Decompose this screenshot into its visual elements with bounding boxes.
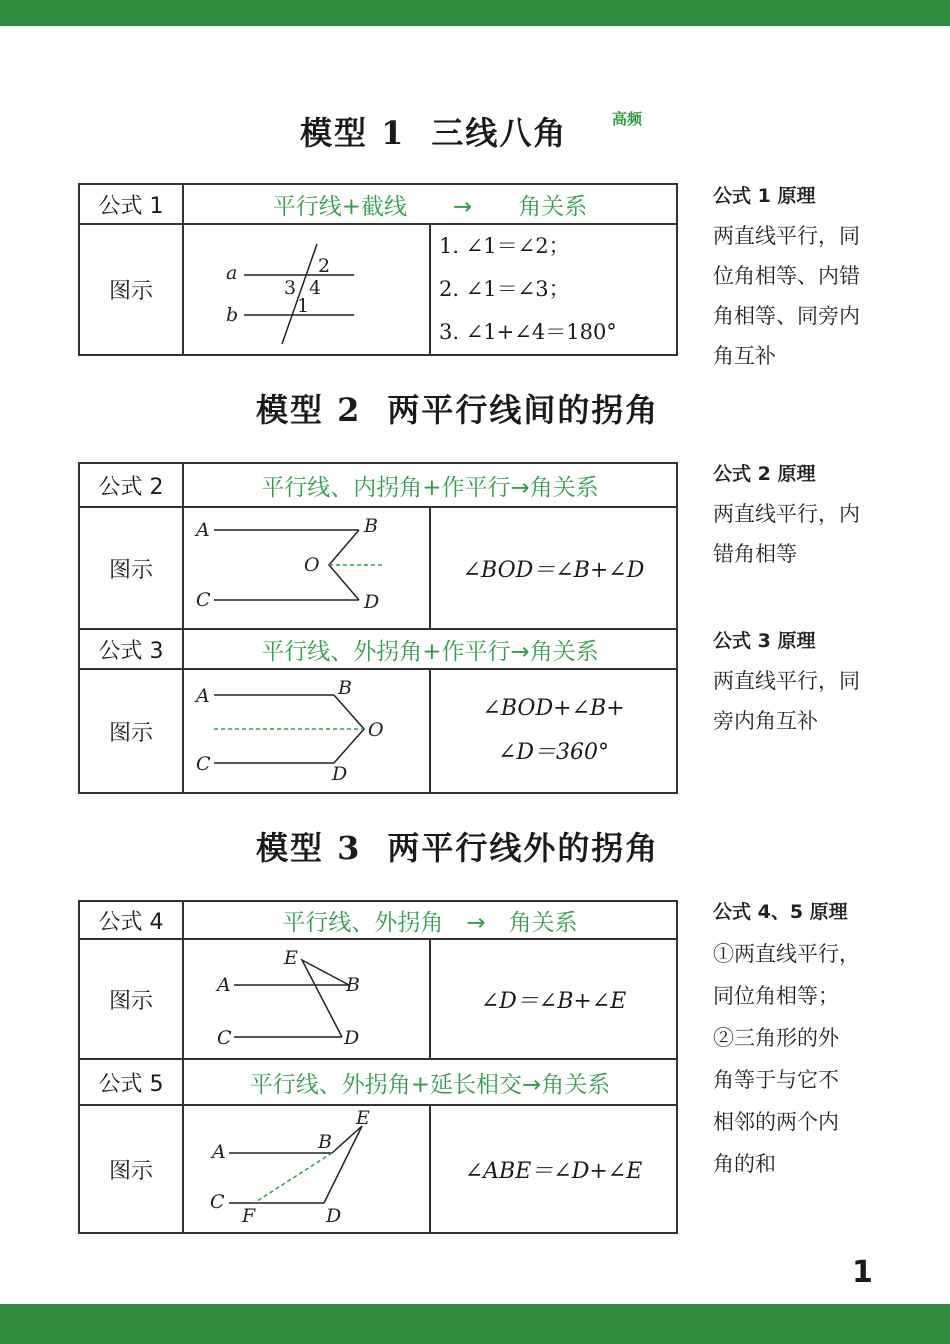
- label-b: b: [226, 303, 239, 326]
- formula2-result: ∠BOD＝∠B+∠D: [430, 507, 677, 629]
- point-c: C: [210, 1191, 225, 1213]
- formula5-result: ∠ABE＝∠D+∠E: [430, 1105, 677, 1233]
- formula5-heading: 平行线、外拐角+延长相交→角关系: [183, 1059, 677, 1105]
- point-e: E: [356, 1107, 370, 1129]
- formula2-3-table: [78, 462, 678, 794]
- formula4-5-principle-title: 公式 4、5 原理: [713, 901, 848, 923]
- formula1-table: [78, 183, 678, 356]
- extension-diagram: [184, 1106, 396, 1228]
- outside-corner-diagram: [184, 940, 396, 1054]
- angle-1-label: 1: [297, 294, 310, 317]
- frequency-badge: 高频: [612, 110, 643, 128]
- point-b: B: [318, 1131, 332, 1153]
- outer-corner-diagram: [184, 670, 396, 788]
- principle-line: 角的和: [713, 1152, 776, 1176]
- formula2-principle-title: 公式 2 原理: [713, 463, 816, 485]
- formula3-figure: [183, 669, 430, 793]
- point-a: A: [196, 519, 210, 541]
- model2-number: 模型 2: [256, 391, 362, 429]
- model1-number: 模型 1: [300, 114, 406, 152]
- label-a: a: [226, 261, 238, 284]
- formula1-eq3: 3. ∠1+∠4＝180°: [439, 320, 617, 344]
- point-c: C: [196, 753, 211, 775]
- angle-4-label: 4: [309, 276, 322, 299]
- point-d: D: [364, 591, 380, 613]
- formula4-diagram-label: 图示: [79, 939, 183, 1059]
- formula5-diagram-label: 图示: [79, 1105, 183, 1233]
- formula5-figure: [183, 1105, 430, 1233]
- model1-title: [300, 108, 567, 154]
- corner-path: [302, 960, 349, 1037]
- formula1-diagram-label: 图示: [79, 224, 183, 355]
- principle-line: 角等于与它不: [713, 1068, 839, 1092]
- principle-line: 角互补: [713, 344, 776, 368]
- formula3-diagram-label: 图示: [79, 669, 183, 793]
- formula5-label: 公式 5: [79, 1059, 183, 1105]
- principle-line: 同位角相等；: [713, 984, 839, 1008]
- formula1-heading: 平行线+截线 → 角关系: [183, 184, 677, 224]
- top-band: [0, 0, 950, 26]
- point-o: O: [368, 719, 384, 741]
- point-b: B: [346, 974, 360, 996]
- formula3-result: [430, 669, 677, 793]
- extension-line: [254, 1153, 332, 1203]
- point-a: A: [212, 1141, 226, 1163]
- model3-title: [256, 823, 659, 869]
- point-c: C: [196, 589, 211, 611]
- page-number: 1: [852, 1255, 873, 1290]
- principle-line: 错角相等: [713, 542, 797, 566]
- formula1-figure: [183, 224, 430, 355]
- point-f: F: [242, 1205, 256, 1227]
- formula2-figure: [183, 507, 430, 629]
- formula1-principle-title: 公式 1 原理: [713, 185, 816, 207]
- principle-line: 两直线平行，内: [713, 502, 860, 526]
- formula1-results: [430, 224, 677, 355]
- formula1-principle: [713, 176, 903, 376]
- principle-line: 两直线平行，同: [713, 669, 860, 693]
- formula3-label: 公式 3: [79, 629, 183, 669]
- model3-name: 两平行线外的拐角: [387, 829, 660, 867]
- formula3-principle-title: 公式 3 原理: [713, 630, 816, 652]
- formula1-label: 公式 1: [79, 184, 183, 224]
- model3-number: 模型 3: [256, 829, 362, 867]
- principle-line: ①两直线平行，: [713, 942, 860, 966]
- model1-name: 三线八角: [431, 114, 568, 152]
- formula4-figure: [183, 939, 430, 1059]
- principle-line: 旁内角互补: [713, 709, 818, 733]
- formula2-diagram-label: 图示: [79, 507, 183, 629]
- point-a: A: [217, 974, 231, 996]
- point-c: C: [217, 1027, 232, 1049]
- model2-name: 两平行线间的拐角: [387, 391, 660, 429]
- point-d: D: [344, 1027, 360, 1049]
- point-o: O: [304, 554, 320, 576]
- formula2-heading: 平行线、内拐角+作平行→角关系: [183, 463, 677, 507]
- point-b: B: [338, 677, 352, 699]
- principle-line: 相邻的两个内: [713, 1110, 839, 1134]
- formula1-eq2: 2. ∠1＝∠3；: [439, 277, 570, 301]
- formula2-label: 公式 2: [79, 463, 183, 507]
- formula2-principle: [713, 454, 903, 574]
- angle-3-label: 3: [284, 276, 297, 299]
- formula3-heading: 平行线、外拐角+作平行→角关系: [183, 629, 677, 669]
- point-a: A: [196, 685, 210, 707]
- point-e: E: [284, 947, 298, 969]
- formula3-result-line2: ∠D＝360°: [497, 740, 610, 765]
- formula4-result: ∠D＝∠B+∠E: [430, 939, 677, 1059]
- model2-title: [256, 385, 659, 431]
- formula4-5-principle: [713, 891, 903, 1185]
- formula3-result-line1: ∠BOD+∠B+: [482, 696, 625, 721]
- formula4-label: 公式 4: [79, 901, 183, 939]
- transversal-diagram: [184, 226, 396, 350]
- point-d: D: [326, 1205, 342, 1227]
- formula3-principle: [713, 621, 903, 741]
- formula4-5-table: [78, 900, 678, 1234]
- principle-line: 位角相等、内错: [713, 264, 860, 288]
- formula4-heading: 平行线、外拐角 → 角关系: [183, 901, 677, 939]
- point-d: D: [332, 763, 348, 785]
- principle-line: 两直线平行，同: [713, 224, 860, 248]
- point-b: B: [364, 515, 378, 537]
- principle-line: ②三角形的外: [713, 1026, 839, 1050]
- inner-corner-diagram: [184, 508, 396, 624]
- angle-2-label: 2: [318, 254, 331, 277]
- bottom-band: [0, 1304, 950, 1344]
- formula1-eq1: 1. ∠1＝∠2；: [439, 234, 570, 258]
- principle-line: 角相等、同旁内: [713, 304, 860, 328]
